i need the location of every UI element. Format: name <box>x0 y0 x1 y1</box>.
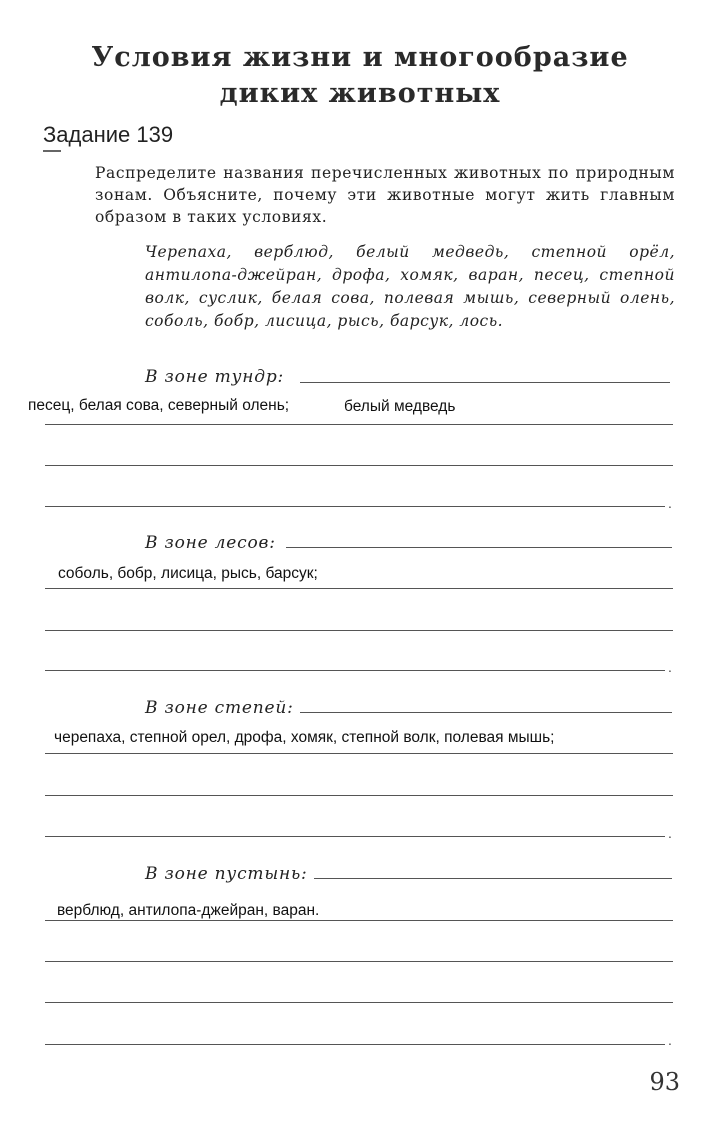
answer-line <box>45 920 673 921</box>
answer-line <box>286 547 672 548</box>
answer-line <box>45 588 673 589</box>
animal-list: Черепаха, верблюд, белый медведь, степной орёл, антилопа-джейран, дрофа, хомяк, варан, песец, степной волк, суслик, белая сова, полевая мышь, северный олень, соболь, бобр, лисица, рысь, барсук, лось. <box>145 243 675 330</box>
task-instruction: Распределите названия перечисленных животных по природным зонам. Объясните, почему эти животные могут жить главным образом в таких условиях. <box>95 164 675 226</box>
answer-line <box>45 961 673 962</box>
answer-steppes: черепаха, степной орел, дрофа, хомяк, степной волк, полевая мышь; <box>54 729 555 746</box>
zone-label-forests: В зоне лесов: <box>145 533 276 553</box>
page-title-line-2: диких животных <box>219 78 501 109</box>
page-number: 93 <box>649 1068 680 1096</box>
zone-label-tundra: В зоне тундр: <box>145 367 285 387</box>
answer-tundra: песец, белая сова, северный олень; <box>28 397 290 414</box>
answer-line <box>45 506 665 507</box>
answer-line <box>45 1044 665 1045</box>
answer-deserts: верблюд, антилопа-джейран, варан. <box>57 902 320 919</box>
answer-line <box>45 630 673 631</box>
answer-line <box>45 424 673 425</box>
answer-line <box>45 1002 673 1003</box>
line-end-dot: . <box>668 495 672 511</box>
zone-label-deserts: В зоне пустынь: <box>145 864 308 884</box>
answer-line <box>45 465 673 466</box>
answer-line <box>300 712 672 713</box>
task-underline-mark <box>43 150 61 152</box>
answer-line <box>300 382 670 383</box>
answer-line <box>45 670 665 671</box>
answer-line <box>45 753 673 754</box>
answer-forests: соболь, бобр, лисица, рысь, барсук; <box>58 565 318 582</box>
answer-line <box>45 795 673 796</box>
line-end-dot: . <box>668 1032 672 1048</box>
page-title-line-1: Условия жизни и многообразие <box>91 42 629 73</box>
line-end-dot: . <box>668 825 672 841</box>
answer-line <box>314 878 672 879</box>
line-end-dot: . <box>668 659 672 675</box>
task-label: Задание 139 <box>43 122 174 147</box>
zone-label-steppes: В зоне степей: <box>145 698 294 718</box>
answer-line <box>45 836 665 837</box>
answer-tundra-extra: белый медведь <box>344 398 456 415</box>
